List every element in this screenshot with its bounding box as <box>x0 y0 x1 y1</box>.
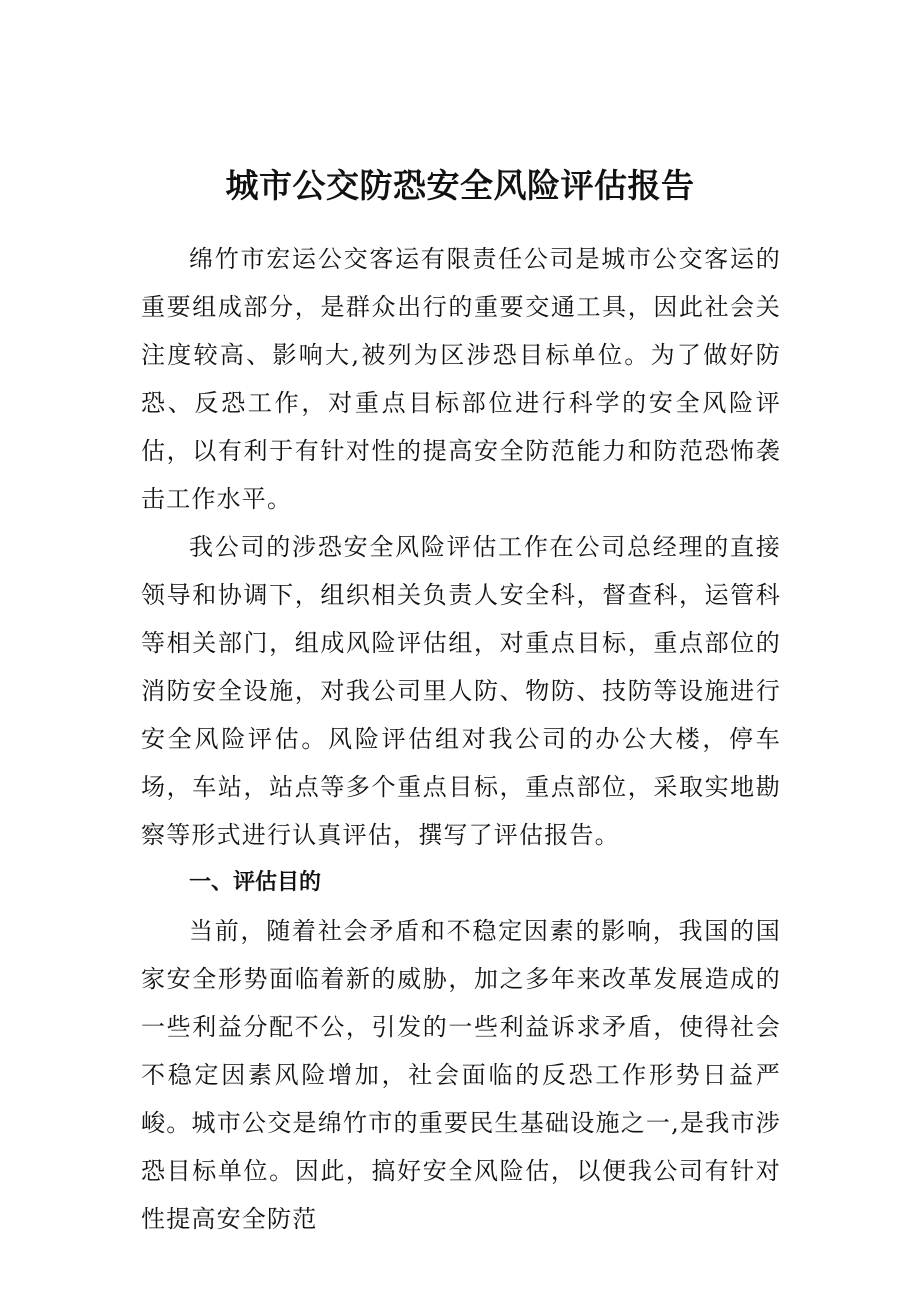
intro-paragraph: 绵竹市宏运公交客运有限责任公司是城市公交客运的重要组成部分，是群众出行的重要交通工具，因此社会关注度较高、影响大,被列为区涉恐目标单位。为了做好防恐、反恐工作，对重点目标部位进行科学的安全风险评估，以有利于有针对性的提高安全防范能力和防范恐怖袭击工作水平。 <box>141 245 781 513</box>
document-body <box>141 235 781 1243</box>
document-title: 城市公交防恐安全风险评估报告 <box>225 166 695 205</box>
purpose-paragraph: 当前，随着社会矛盾和不稳定因素的影响，我国的国家安全形势面临着新的威胁，加之多年来改革发展造成的一些利益分配不公，引发的一些利益诉求矛盾，使得社会不稳定因素风险增加，社会面临的反恐工作形势日益严峻。城市公交是绵竹市的重要民生基础设施之一,是我市涉恐目标单位。因此，搞好安全风险估，以便我公司有针对性提高安全防范 <box>141 917 781 1233</box>
assessment-process-paragraph: 我公司的涉恐安全风险评估工作在公司总经理的直接领导和协调下，组织相关负责人安全科，督查科，运管科等相关部门，组成风险评估组，对重点目标，重点部位的消防安全设施，对我公司里人防、物防、技防等设施进行安全风险评估。风险评估组对我公司的办公大楼，停车场，车站，站点等多个重点目标，重点部位，采取实地勘察等形式进行认真评估，撰写了评估报告。 <box>141 533 781 849</box>
section-heading-purpose: 一、评估目的 <box>189 870 322 895</box>
